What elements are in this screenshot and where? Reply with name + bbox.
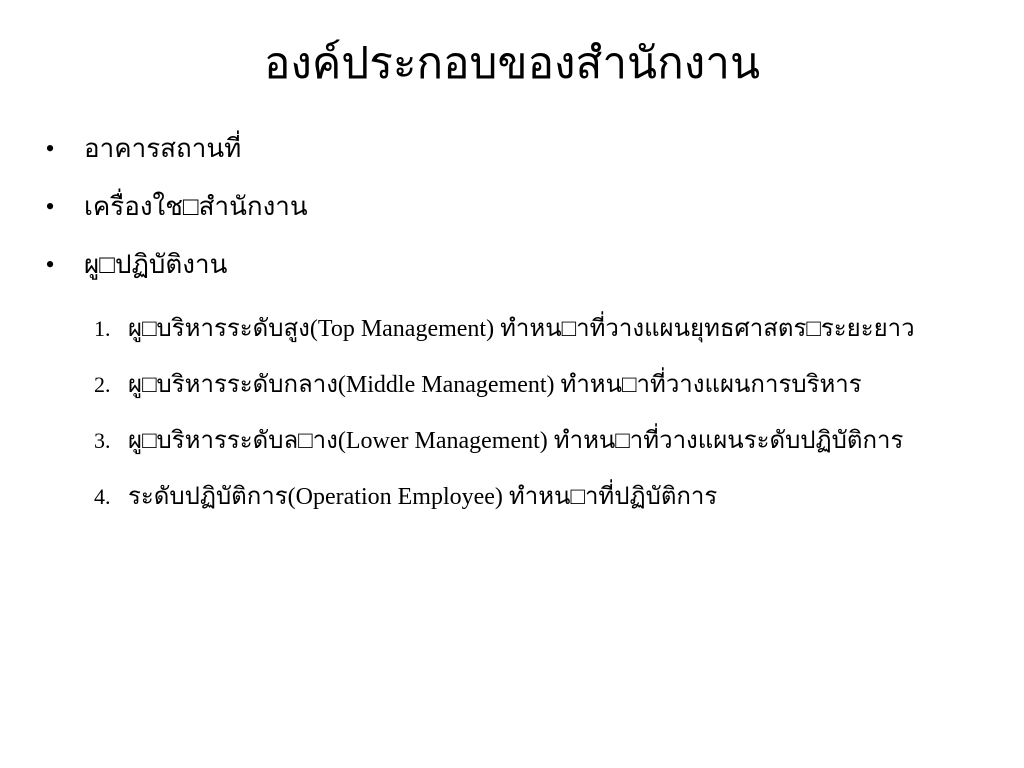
list-number: 2. <box>94 372 111 397</box>
bullet-item-equipment <box>40 190 980 224</box>
numbered-item-middle-management <box>94 368 984 402</box>
numbered-item-operation-employee <box>94 480 984 514</box>
bullet-icon: • <box>45 250 55 279</box>
bullet-text: ผู□ปฏิบัติงาน <box>84 250 228 279</box>
bullet-item-building <box>40 132 980 166</box>
numbered-text: ผู□บริหารระดับล□าง(Lower Management) ทำหน□าที่วางแผนระดับปฏิบัติการ <box>128 428 904 454</box>
numbered-text: ผู□บริหารระดับสูง(Top Management) ทำหน□าที่วางแผนยุทธศาสตร□ระยะยาว <box>128 316 915 342</box>
numbered-text: ผู□บริหารระดับกลาง(Middle Management) ทำหน□าที่วางแผนการบริหาร <box>128 372 862 398</box>
list-number: 3. <box>94 428 111 453</box>
bullet-icon: • <box>45 134 55 163</box>
list-number: 4. <box>94 484 111 509</box>
numbered-text: ระดับปฏิบัติการ(Operation Employee) ทำหน□าที่ปฏิบัติการ <box>128 484 718 510</box>
numbered-list <box>94 312 984 536</box>
numbered-item-top-management <box>94 312 984 346</box>
bullet-icon: • <box>45 192 55 221</box>
bullet-text: อาคารสถานที่ <box>84 134 242 163</box>
bullet-text: เครื่องใช□สำนักงาน <box>84 192 308 221</box>
slide-title: องค์ประกอบของสำนักงาน <box>263 39 761 88</box>
bullet-list <box>40 132 980 306</box>
numbered-item-lower-management <box>94 424 984 458</box>
bullet-item-staff <box>40 248 980 282</box>
list-number: 1. <box>94 316 111 341</box>
